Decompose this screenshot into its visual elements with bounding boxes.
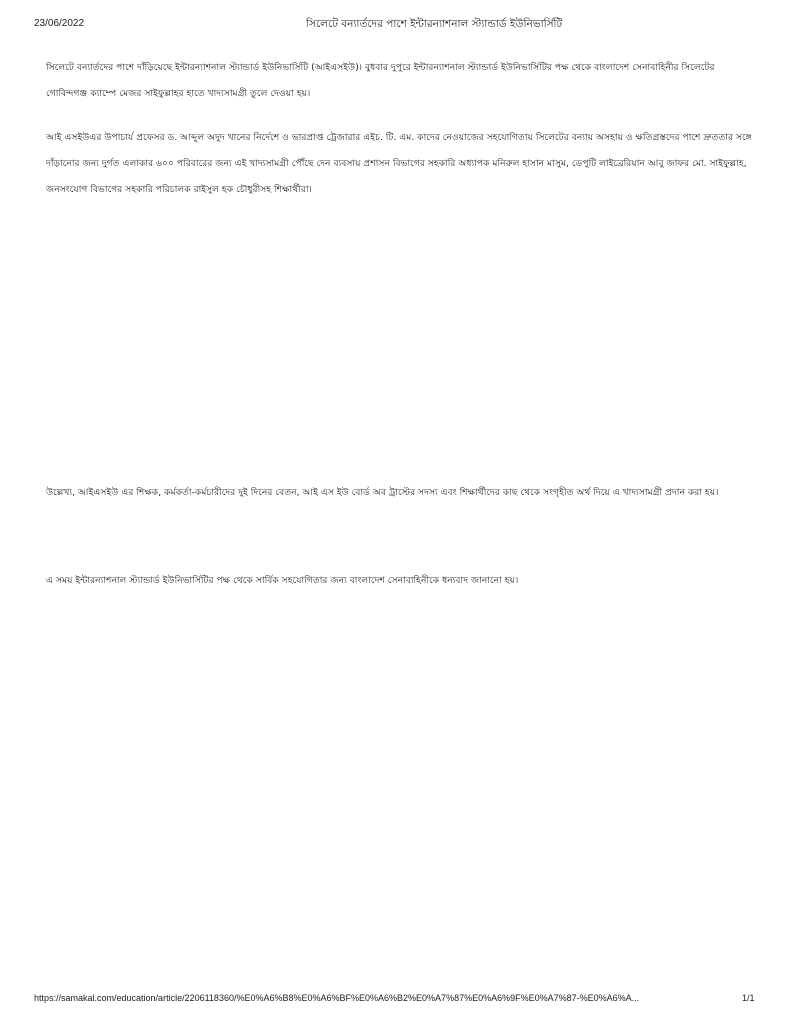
article-paragraph: উল্লেখ্য, আইএসইউ এর শিক্ষক, কর্মকর্তা-কর্মচারীদের দুই দিনের বেতন, আই এস ইউ বোর্ড অব ট্রাস্টের সদস্য এবং শিক্ষার্থীদের কাছ থেকে সংগৃহীত অর্থ দিয়ে এ খাদ্যসামগ্রী প্রদান করা হয়। bbox=[46, 487, 719, 498]
article-paragraph: এ সময় ইন্টারন্যাশনাল স্ট্যান্ডার্ড ইউনিভার্সিটির পক্ষ থেকে সার্বিক সহযোগিতার জন্য বাংলাদেশ সেনাবাহিনীকে ধন্যবাদ জানানো হয়। bbox=[46, 575, 519, 586]
page-title: সিলেটে বন্যার্তদের পাশে ইন্টারন্যাশনাল স্ট্যান্ডার্ড ইউনিভার্সিটি bbox=[306, 18, 563, 30]
print-date: 23/06/2022 bbox=[34, 18, 85, 29]
article-paragraph: আই এসইউএর উপাচার্য প্রফেসর ড. আব্দুল অদুদ খানের নির্দেশে ও ভারপ্রাপ্ত ট্রেজারার এইচ. টি. এম. কাদের নেওয়াজের সহযোগিতায় সিলেটের বন্যায় অসহায় ও ক্ষতিগ্রস্তদের পাশে দ্রুততার সঙ্গে দাঁড়ানোর জন্য দুর্গত এলাকার ৬০০ পরিবারের জন্য এই খাদ্যসামগ্রী পৌঁছে দেন ব্যবসায় প্রশাসন বিভাগের সহকারি অধ্যাপক মনিরুল হাসান মাসুম, ডেপুটি লাইব্রেরিয়ান আবু জাফর মো. সাইফুল্লাহ, জনসংযোগ বিভাগের সহকারি পরিচালক রাইসুল হক চৌধুরীসহ শিক্ষার্থীরা। bbox=[46, 132, 752, 195]
article-paragraph: সিলেটে বন্যার্তদের পাশে দাঁড়িয়েছে ইন্টারন্যাশনাল স্ট্যান্ডার্ড ইউনিভার্সিটি (আইএসইউ)। বুধবার দুপুরে ইন্টারন্যাশনাল স্ট্যান্ডার্ড ইউনিভার্সিটির পক্ষ থেকে বাংলাদেশ সেনাবাহিনীর সিলেটের গোবিন্দগঞ্জ ক্যাম্পে মেজর সাইফুল্লাহর হাতে খাদ্যসামগ্রী তুলে দেওয়া হয়। bbox=[46, 62, 715, 99]
page-number: 1/1 bbox=[742, 993, 755, 1003]
source-url: https://samakal.com/education/article/2206118360/%E0%A6%B8%E0%A6%BF%E0%A6%B2%E0%A7%87%E0%A6%9F%E0%A7%87-%E0%A6%A... bbox=[34, 993, 640, 1003]
